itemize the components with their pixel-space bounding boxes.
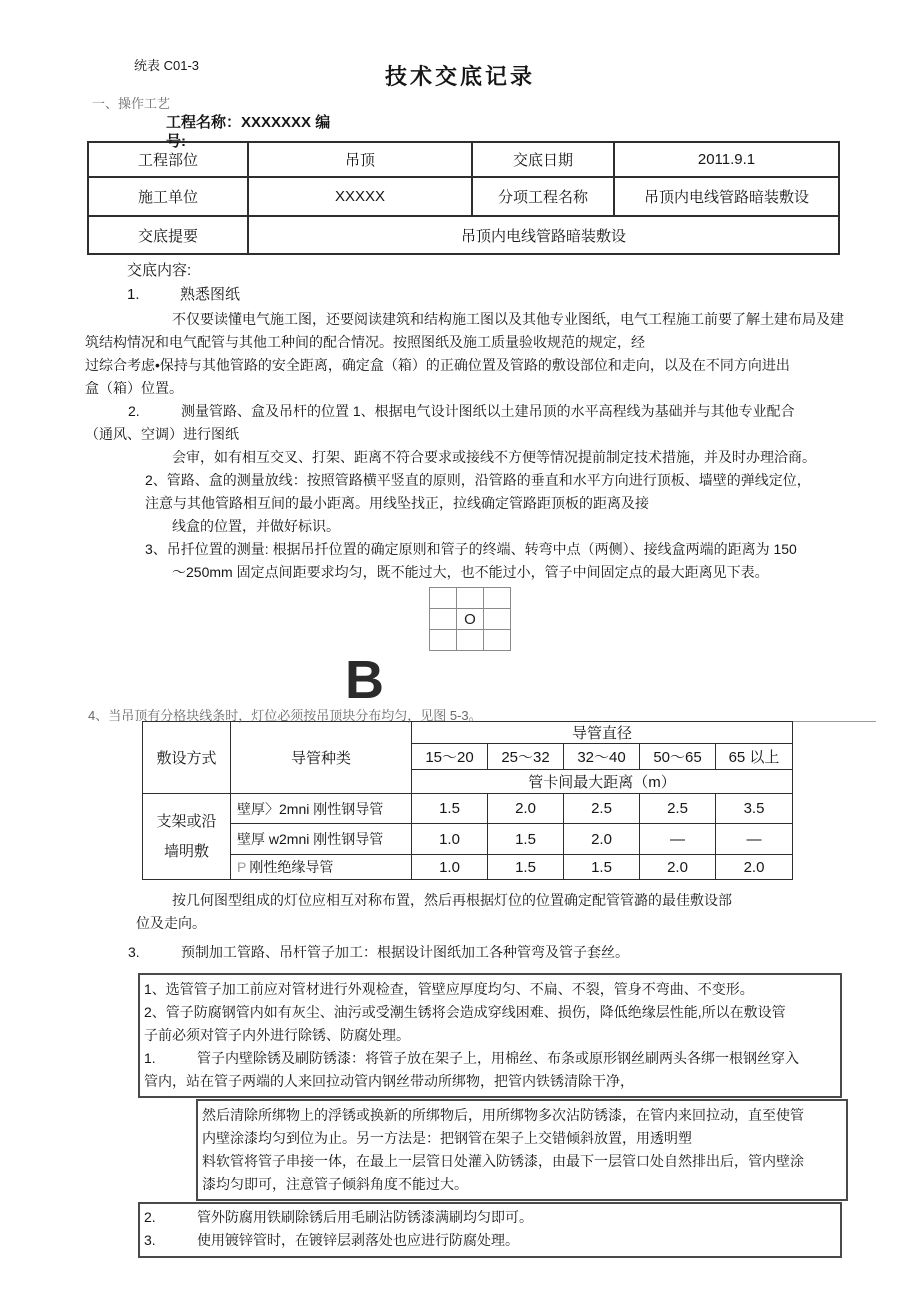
info-label-contractor: 施工单位 <box>88 177 248 216</box>
para-line: （通风、空调）进行图纸 <box>85 426 239 442</box>
grid-cell <box>484 588 511 609</box>
para-line: 2、管路、盒的测量放线：按照管路横平竖直的原则，沿管路的垂直和水平方向进行顶板、墙壁的弹线定位， <box>145 472 811 488</box>
value-cell: 2.0 <box>716 855 793 880</box>
item-text: 预制加工管路、吊杆管子加工：根据设计图纸加工各种管弯及管子套丝。 <box>181 944 629 960</box>
info-value-subproject: 吊顶内电线管路暗装敷设 <box>614 177 839 216</box>
info-table <box>87 141 840 255</box>
para-line: 过综合考虑•保持与其他管路的安全距离，确定盒（箱）的正确位置及管路的敷设部位和走向，以及在不同方向进出 <box>85 357 790 373</box>
body-text <box>0 308 920 584</box>
box-line: 漆均匀即可，注意管子倾斜角度不能过大。 <box>202 1176 468 1192</box>
para-line: 筑结构情况和电气配管与其他工种间的配合情况。按照图纸及施工质量验收规范的规定，经 <box>85 334 645 350</box>
item-number: 1. <box>144 1050 156 1066</box>
note-figure-5-3: 4、当吊顶有分格块线条时，灯位必须按吊顶块分布均匀，见图 5-3。 <box>88 708 482 723</box>
box-line: 2、管子防腐钢管内如有灰尘、油污或受潮生锈将会造成穿线困难、损伤，降低绝缘层性能,所以在敷设管 <box>144 1004 786 1020</box>
info-value-date: 2011.9.1 <box>614 142 839 177</box>
header-duct-type: 导管种类 <box>231 722 412 794</box>
info-label-subproject: 分项工程名称 <box>472 177 614 216</box>
para-line: 不仅要读懂电气施工图，还要阅读建筑和结构施工图以及其他专业图纸，电气工程施工前要了解土建布局及建 <box>172 311 844 327</box>
form-code: 统表 C01-3 <box>134 58 200 73</box>
value-cell: 1.5 <box>412 794 488 824</box>
value-cell: 1.0 <box>412 855 488 880</box>
type-prefix: P <box>237 859 247 875</box>
procedure-box-c <box>138 1202 842 1258</box>
value-cell: 1.5 <box>488 824 564 855</box>
duct-type-cell: 壁厚 w2mni 刚性钢导管 <box>231 824 412 855</box>
para-line: 盒（箱）位置。 <box>85 380 183 396</box>
value-cell: 1.5 <box>564 855 640 880</box>
row-group-line2: 墙明敷 <box>163 842 209 860</box>
project-name-line2: 号: <box>166 133 186 150</box>
info-value-contractor: XXXXX <box>248 177 472 216</box>
info-label-summary: 交底提要 <box>88 216 248 254</box>
grid-cell-center: O <box>457 609 484 630</box>
item-number: 2. <box>144 1209 156 1225</box>
project-name-line1: 工程名称：XXXXXXX 编 <box>166 114 331 131</box>
para-line: ～250mm 固定点间距要求均匀，既不能过大，也不能过小，管子中间固定点的最大距离见下表。 <box>172 564 769 580</box>
para-line: 会审，如有相互交叉、打架、距离不符合要求或接线不方便等情况提前制定技术措施，并及时办理洽商。 <box>172 449 816 465</box>
box-list-item-3 <box>144 1229 836 1252</box>
value-cell: 2.0 <box>564 824 640 855</box>
value-cell: 2.5 <box>564 794 640 824</box>
box-line: 然后清除所绑物上的浮锈或换新的所绑物后，用所绑物多次沾防锈漆，在管内来回拉动，直至使管 <box>202 1107 804 1123</box>
list-item-1 <box>127 285 920 304</box>
list-item-2 <box>128 400 920 423</box>
value-cell: — <box>716 824 793 855</box>
item-number: 2. <box>128 403 140 419</box>
duct-type-cell <box>231 855 412 880</box>
item-text: 使用镀锌管时，在镀锌层剥落处也应进行防腐处理。 <box>197 1232 519 1248</box>
diameter-range: 25～32 <box>488 744 564 770</box>
grid-cell <box>457 588 484 609</box>
info-value-project-part: 吊顶 <box>248 142 472 177</box>
para-line: 按几何图型组成的灯位应相互对称布置，然后再根据灯位的位置确定配管管潞的最佳敷设部 <box>172 892 732 908</box>
row-group-line1: 支架或沿 <box>156 812 217 830</box>
grid-cell <box>457 630 484 651</box>
section-label: 一、操作工艺 <box>92 96 171 111</box>
after-table-text <box>0 889 920 964</box>
box-line: 料软管将管子串接一体，在最上一层管日处灌入防锈漆，由最下一层管口处自然排出后，管内壁涂 <box>202 1153 804 1169</box>
duct-type-cell: 壁厚〉2mni 刚性钢导管 <box>231 794 412 824</box>
grid-cell <box>484 609 511 630</box>
grid-cell <box>484 630 511 651</box>
grid-cell <box>430 630 457 651</box>
row-group-label <box>143 794 231 880</box>
header-max-spacing: 管卡间最大距离（m） <box>412 770 793 794</box>
item-text: 熟悉图纸 <box>180 286 241 303</box>
item-text: 管子内壁除锈及刷防锈漆：将管子放在架子上，用棉丝、布条或原形钢丝刷两头各绑一根钢丝穿入 <box>197 1050 799 1066</box>
info-label-date: 交底日期 <box>472 142 614 177</box>
box-line: 管内，站在管子两端的人来回拉动管内钢丝带动所绑物，把管内铁锈清除干净， <box>144 1073 634 1089</box>
diameter-range: 65 以上 <box>716 744 793 770</box>
para-line: 注意与其他管路相互间的最小距离。用线坠找正，拉线确定管路距顶板的距离及接 <box>145 495 649 511</box>
value-cell: 1.5 <box>488 855 564 880</box>
big-letter-b: B <box>345 650 384 710</box>
value-cell: — <box>640 824 716 855</box>
item-number: 1. <box>127 286 140 303</box>
header-method: 敷设方式 <box>143 722 231 794</box>
box-line: 1、选管管子加工前应对管材进行外观检查，管壁应厚度均匀、不扁、不裂，管身不弯曲、不变形。 <box>144 981 754 997</box>
value-cell: 3.5 <box>716 794 793 824</box>
type-text: 刚性绝缘导管 <box>249 859 334 875</box>
diameter-range: 50～65 <box>640 744 716 770</box>
value-cell: 2.0 <box>488 794 564 824</box>
item-text: 测量管路、盒及吊杆的位置 1、根据电气设计图纸以土建吊顶的水平高程线为基础并与其他专业配合 <box>181 403 795 419</box>
value-cell: 2.5 <box>640 794 716 824</box>
list-item-3 <box>128 941 920 964</box>
item-text: 管外防腐用铁刷除锈后用毛刷沾防锈漆满刷均匀即可。 <box>197 1209 533 1225</box>
diameter-range: 15～20 <box>412 744 488 770</box>
procedure-box-a <box>138 973 842 1098</box>
info-value-summary: 吊顶内电线管路暗装敷设 <box>248 216 839 254</box>
item-number: 3. <box>144 1232 156 1248</box>
procedure-box-b <box>196 1099 848 1201</box>
value-cell: 1.0 <box>412 824 488 855</box>
box-list-item-2 <box>144 1206 836 1229</box>
header-diameter: 导管直径 <box>412 722 793 744</box>
grid-cell <box>430 609 457 630</box>
figure-grid <box>429 587 511 651</box>
item-number: 3. <box>128 944 140 960</box>
para-line: 位及走向。 <box>136 915 206 931</box>
value-cell: 2.0 <box>640 855 716 880</box>
grid-cell <box>430 588 457 609</box>
content-label: 交底内容: <box>127 262 192 279</box>
para-line: 线盒的位置，并做好标识。 <box>172 518 340 534</box>
page-title: 技术交底记录 <box>384 64 535 89</box>
duct-spacing-table <box>142 721 793 880</box>
box-line: 内壁涂漆均匀到位为止。另一方法是：把钢管在架子上交错倾斜放置，用透明塑 <box>202 1130 692 1146</box>
diameter-range: 32～40 <box>564 744 640 770</box>
box-list-item-1 <box>144 1047 836 1070</box>
info-label-project-part: 工程部位 <box>88 142 248 177</box>
para-line: 3、吊扦位置的测量: 根据吊扦位置的确定原则和管子的终端、转弯中点（两侧）、接线盒两端的距离为 150 <box>145 541 797 557</box>
box-line: 子前必须对管子内外进行除锈、防腐处理。 <box>144 1027 410 1043</box>
